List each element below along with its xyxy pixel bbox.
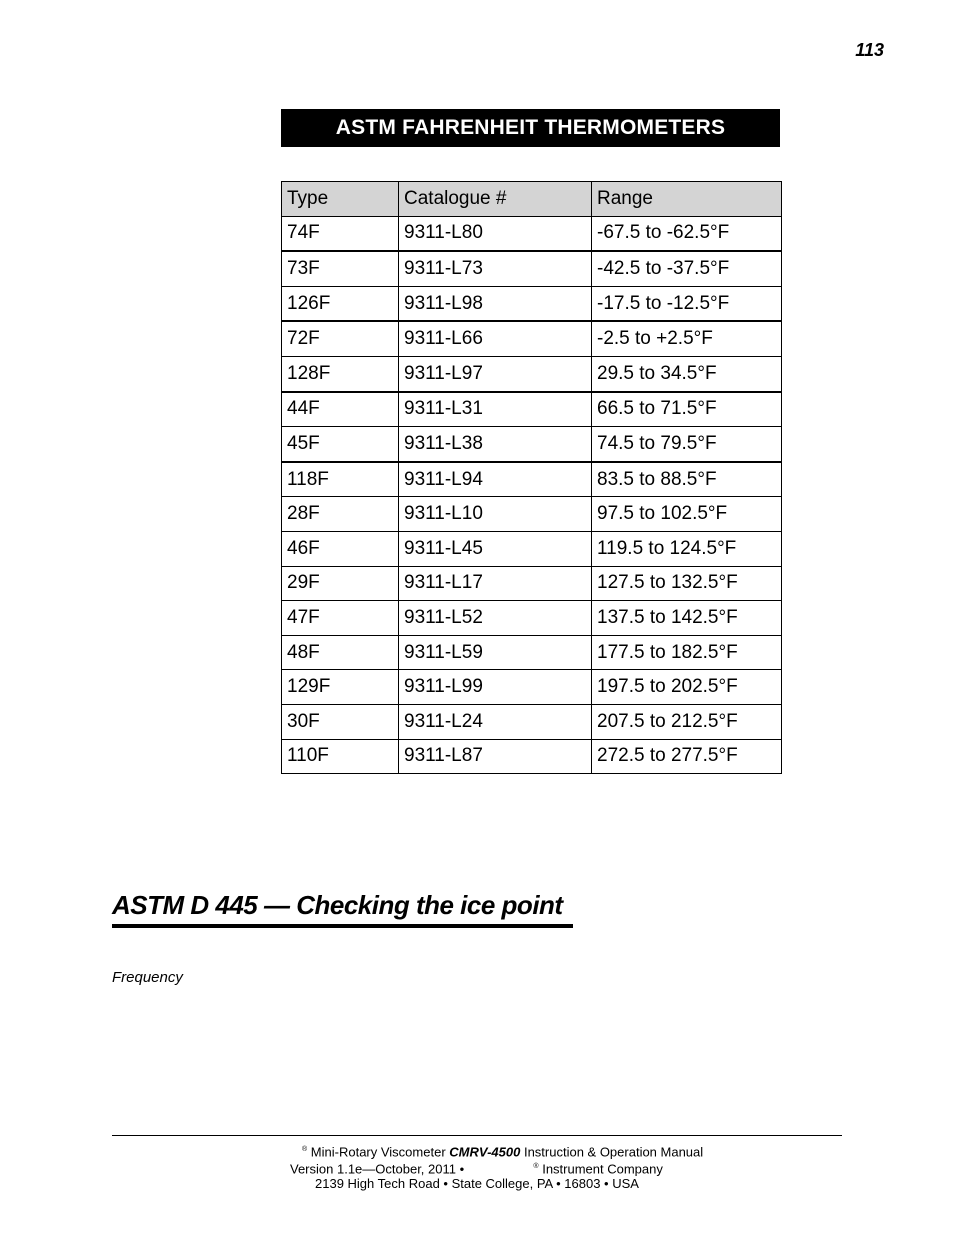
page-number: 113 <box>855 40 884 60</box>
cell-range: 66.5 to 71.5°F <box>592 392 782 427</box>
cell-catalogue: 9311-L99 <box>399 670 592 705</box>
heading-underline <box>112 924 573 928</box>
column-header-range: Range <box>592 182 782 217</box>
cell-range: 137.5 to 142.5°F <box>592 601 782 636</box>
footer-model: CMRV-4500 <box>449 1144 521 1160</box>
footer-line-address: 2139 High Tech Road • State College, PA • 16803 • USA <box>315 1176 639 1191</box>
cell-range: 272.5 to 277.5°F <box>592 739 782 774</box>
cell-catalogue: 9311-L98 <box>399 286 592 321</box>
cell-catalogue: 9311-L94 <box>399 462 592 497</box>
cell-range: 119.5 to 124.5°F <box>592 531 782 566</box>
table-row <box>282 635 782 670</box>
cell-type: 129F <box>282 670 399 705</box>
registered-mark: ® <box>302 1146 308 1153</box>
cell-range: 97.5 to 102.5°F <box>592 497 782 532</box>
cell-catalogue: 9311-L97 <box>399 356 592 391</box>
cell-catalogue: 9311-L59 <box>399 635 592 670</box>
table-row <box>282 286 782 321</box>
table-row <box>282 601 782 636</box>
cell-catalogue: 9311-L66 <box>399 321 592 356</box>
table-row <box>282 392 782 427</box>
footer-version: Version 1.1e—October, 2011 • <box>290 1161 465 1177</box>
footer-divider <box>112 1135 842 1136</box>
cell-range: -42.5 to -37.5°F <box>592 251 782 286</box>
table-row <box>282 739 782 774</box>
cell-range: 127.5 to 132.5°F <box>592 566 782 601</box>
cell-range: 207.5 to 212.5°F <box>592 704 782 739</box>
footer-manual-title: Instruction & Operation Manual <box>523 1144 704 1160</box>
footer-product-name: Mini-Rotary Viscometer <box>310 1144 446 1160</box>
cell-catalogue: 9311-L17 <box>399 566 592 601</box>
cell-type: 72F <box>282 321 399 356</box>
cell-type: 74F <box>282 216 399 251</box>
footer-company: Instrument Company <box>542 1161 663 1177</box>
column-header-catalogue: Catalogue # <box>399 182 592 217</box>
cell-catalogue: 9311-L52 <box>399 601 592 636</box>
cell-catalogue: 9311-L24 <box>399 704 592 739</box>
table-row <box>282 251 782 286</box>
table-row <box>282 566 782 601</box>
cell-type: 47F <box>282 601 399 636</box>
cell-range: -67.5 to -62.5°F <box>592 216 782 251</box>
cell-type: 29F <box>282 566 399 601</box>
cell-type: 46F <box>282 531 399 566</box>
cell-catalogue: 9311-L45 <box>399 531 592 566</box>
cell-type: 44F <box>282 392 399 427</box>
table-row <box>282 356 782 391</box>
table-row <box>282 462 782 497</box>
cell-range: 83.5 to 88.5°F <box>592 462 782 497</box>
registered-mark: ® <box>533 1163 539 1170</box>
cell-range: 74.5 to 79.5°F <box>592 427 782 462</box>
cell-type: 73F <box>282 251 399 286</box>
cell-catalogue: 9311-L73 <box>399 251 592 286</box>
table-row <box>282 216 782 251</box>
section-heading: ASTM D 445 — Checking the ice point <box>112 890 563 920</box>
table-row <box>282 427 782 462</box>
cell-catalogue: 9311-L87 <box>399 739 592 774</box>
subheading-frequency: Frequency <box>112 969 183 986</box>
cell-type: 110F <box>282 739 399 774</box>
table-row <box>282 704 782 739</box>
table-row <box>282 670 782 705</box>
table-header-row <box>282 182 782 217</box>
cell-type: 28F <box>282 497 399 532</box>
cell-type: 118F <box>282 462 399 497</box>
table-row <box>282 321 782 356</box>
cell-range: -2.5 to +2.5°F <box>592 321 782 356</box>
cell-catalogue: 9311-L31 <box>399 392 592 427</box>
column-header-type: Type <box>282 182 399 217</box>
table-row <box>282 497 782 532</box>
cell-catalogue: 9311-L80 <box>399 216 592 251</box>
cell-range: 29.5 to 34.5°F <box>592 356 782 391</box>
cell-type: 126F <box>282 286 399 321</box>
cell-catalogue: 9311-L38 <box>399 427 592 462</box>
thermometer-table <box>281 181 782 774</box>
cell-type: 45F <box>282 427 399 462</box>
table-row <box>282 531 782 566</box>
cell-type: 48F <box>282 635 399 670</box>
cell-catalogue: 9311-L10 <box>399 497 592 532</box>
cell-type: 30F <box>282 704 399 739</box>
cell-range: 177.5 to 182.5°F <box>592 635 782 670</box>
cell-range: -17.5 to -12.5°F <box>592 286 782 321</box>
cell-range: 197.5 to 202.5°F <box>592 670 782 705</box>
cell-type: 128F <box>282 356 399 391</box>
table-title-banner: ASTM FAHRENHEIT THERMOMETERS <box>281 109 780 147</box>
